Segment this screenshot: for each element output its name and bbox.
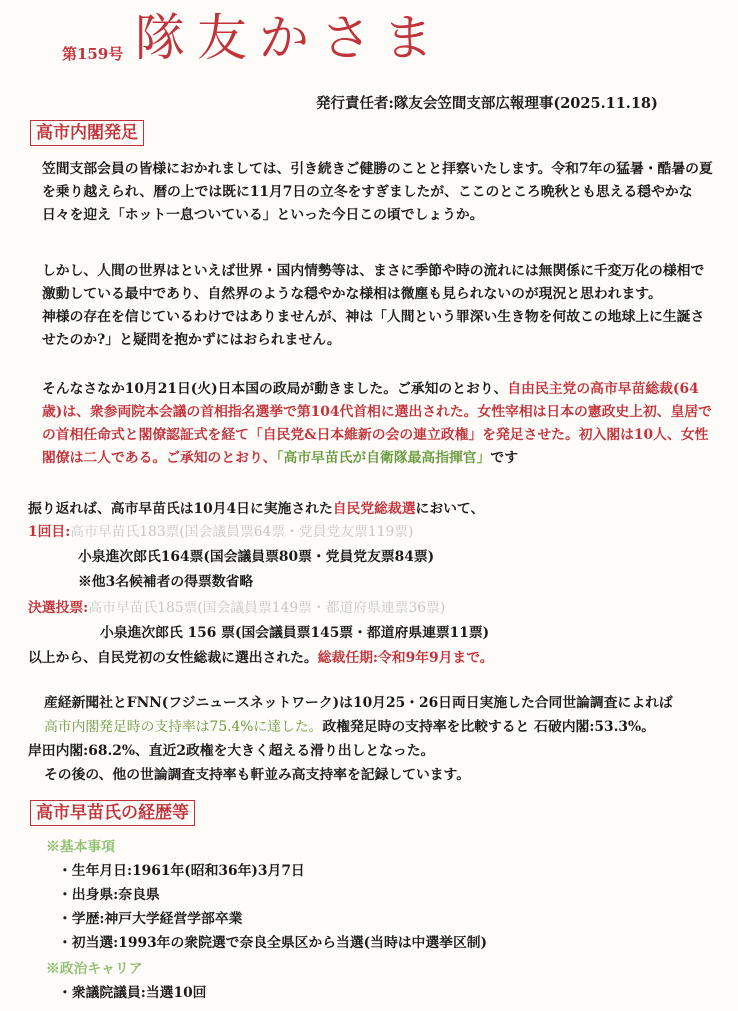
basic-item-education: ・学歴:神戸大学経営学部卒業: [58, 911, 243, 927]
final-label: 決選投票:: [28, 600, 89, 616]
poll-approval: 高市内閣発足時の支持率は75.4%に達した。: [44, 719, 323, 735]
election-intro-text: 振り返れば、高市早苗氏は10月4日に実施された: [28, 501, 333, 517]
final-row: [28, 597, 445, 619]
basic-item-hometown: ・出身県:奈良県: [58, 887, 160, 903]
final-takaichi: 高市早苗氏185票(国会議員票149票・都道府県連票36票): [88, 600, 446, 616]
round1-row: [28, 521, 413, 543]
paragraph-world: [28, 260, 718, 352]
section-heading-career: 高市早苗氏の経歴等: [30, 800, 195, 826]
result-text: 以上から、自民党初の女性総裁に選出された。: [28, 650, 318, 666]
term-text: 総裁任期:令和9年9月まで。: [317, 650, 494, 666]
paragraph-politics: [28, 378, 718, 470]
publisher-line: 発行責任者:隊友会笠間支部広報理事(2025.11.18): [316, 95, 658, 112]
politics-text: [28, 378, 718, 470]
politics-end: です: [490, 450, 518, 466]
world-text-a: しかし、人間の世界はといえば世界・国内情勢等は、まさに季節や時の流れには無関係に千変万化の様相で激動している最中であり、自然界のような穏やかな様相は微塵も見られないのが現況と思われます。: [42, 263, 705, 302]
section-heading-cabinet: 高市内閣発足: [30, 120, 144, 146]
poll-row: [44, 716, 655, 738]
basic-item-first-election: ・初当選:1993年の衆院選で奈良全県区から当選(当時は中選挙区制): [58, 935, 488, 951]
basic-item-birth: ・生年月日:1961年(昭和36年)3月7日: [58, 863, 305, 879]
election-name: 自民党総裁選: [332, 501, 416, 517]
politics-highlight: 自由民主党の高市早苗総裁(64歳)は、衆参両院本会議の首相指名選挙で第104代首相に選出された。女性宰相は日本の憲政史上初、皇居での首相任命式と閣僚認証式を経て「自民党&日本維新の会の連立政権」を発足させた。初入閣は10人、女性閣僚は二人である。ご承知のとおり、: [42, 381, 712, 466]
basic-label: ※基本事項: [46, 839, 115, 855]
election-intro-end: において、: [415, 501, 485, 517]
round1-koizumi: 小泉進次郎氏164票(国会議員票80票・党員党友票84票): [78, 549, 435, 565]
poll-kishida: 岸田内閣:68.2%、直近2政権を大きく超える滑り出しとなった。: [28, 743, 435, 759]
career-item-terms: ・衆議院議員:当選10回: [58, 985, 207, 1001]
round1-takaichi: 高市早苗氏183票(国会議員票64票・党員党友票119票): [70, 524, 414, 540]
issue-number: 第159号: [62, 45, 124, 63]
greeting-text: 笠間支部会員の皆様におかれましては、引き続きご健勝のことと拝察いたします。令和7年の猛暑・酷暑の夏を乗り越えられ、暦の上では既に11月7日の立冬をすぎましたが、ここのところ晩秋とも思える穏やかな日々を迎え「ホット一息ついている」といった今日この頃でしょうか。: [42, 161, 713, 223]
paragraph-greeting: [28, 158, 718, 227]
round1-label: 1回目:: [28, 524, 71, 540]
world-text-b: 神様の存在を信じているわけではありませんが、神は「人間という罪深い生き物を何故この地球上に生誕させたのか?」と疑問を抱かずにはおられません。: [42, 309, 705, 348]
politics-lead: そんなさなか10月21日(火)日本国の政局が動きました。ご承知のとおり、: [42, 381, 508, 397]
round1-note: ※他3名候補者の得票数省略: [78, 574, 254, 590]
poll-intro: 産経新聞社とFNN(フジニュースネットワーク)は10月25・26日両日実施した合同世論調査によれば: [44, 695, 673, 711]
newsletter-title: 隊友かさま: [135, 9, 445, 67]
commander-highlight: 「高市早苗氏が自衛隊最高指揮官」: [276, 450, 491, 466]
masthead: [0, 0, 738, 80]
poll-other: その後の、他の世論調査支持率も軒並み高支持率を記録しています。: [44, 767, 471, 783]
result-row: [28, 647, 494, 669]
election-intro: [28, 498, 484, 520]
poll-compare: 政権発足時の支持率を比較すると 石破内閣:53.3%。: [322, 719, 655, 735]
final-koizumi: 小泉進次郎氏 156 票(国会議員票145票・都道府県連票11票): [100, 625, 490, 641]
career-label: ※政治キャリア: [46, 961, 143, 977]
